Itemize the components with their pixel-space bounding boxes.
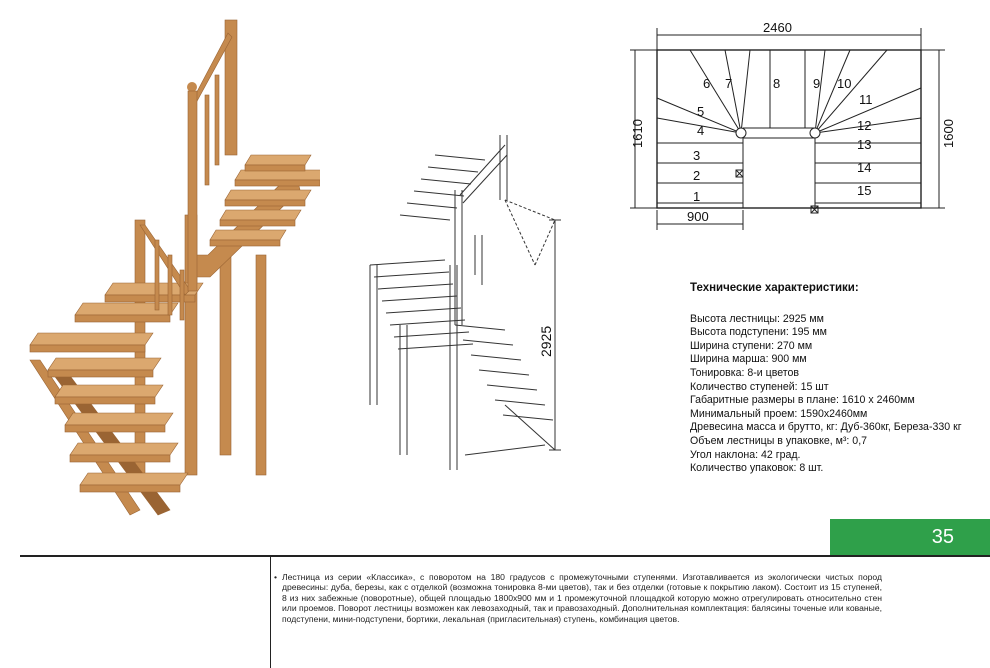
post bbox=[220, 255, 231, 455]
plan-step-number: 4 bbox=[697, 123, 705, 138]
tread-edge bbox=[220, 220, 295, 226]
tread-edge bbox=[225, 200, 305, 206]
plan-step-number: 1 bbox=[693, 189, 701, 204]
tread-edge bbox=[210, 240, 280, 246]
spec-row: Габаритные размеры в плане: 1610 x 2460мм bbox=[690, 394, 915, 407]
tread bbox=[55, 385, 163, 397]
sketch-tread bbox=[471, 355, 521, 360]
tread-edge bbox=[48, 370, 153, 377]
sketch-tread bbox=[414, 191, 464, 196]
plan-step-number: 6 bbox=[703, 76, 711, 91]
tread-edge bbox=[30, 345, 145, 352]
plan-dim-top: 2460 bbox=[763, 20, 792, 35]
tread-edge bbox=[235, 180, 320, 186]
floor-plan bbox=[625, 18, 960, 233]
description-body: Лестница из серии «Классика», с поворотом на 180 градусов с промежуточными ступенями. Изготавливается из экологически чистых пород древесины: дуба, березы, как с отделкой (возможна тонировка 8-ми цветов), так и без отделки (готовые к покрытию лаком). Состоит из 15 ступеней, 8 из них забежные (поворотные), общей площадью 1800x900 мм и 1 промежуточной площадкой которую можно отрегулировать относительно стен или проемов. Поворот лестницы возможен как левозаходный, так и правозаходный. Дополнительная комплектация: балясины точеные или кованые, подступени, мини-подступени, бортики, лекальная (пригласительная) ступень, комбинация цветов. bbox=[282, 572, 882, 624]
baluster bbox=[155, 240, 159, 310]
sketch-tread bbox=[455, 325, 505, 330]
sketch-tread bbox=[407, 203, 457, 208]
sketch-tread bbox=[390, 320, 465, 325]
tread bbox=[220, 210, 301, 220]
tread bbox=[80, 473, 188, 485]
staircase-photo bbox=[20, 15, 320, 525]
tread bbox=[225, 190, 311, 200]
tread bbox=[65, 413, 173, 425]
tread-edge bbox=[245, 165, 305, 171]
newel-post bbox=[188, 91, 197, 291]
spec-row: Угол наклона: 42 град. bbox=[690, 448, 801, 461]
baluster bbox=[180, 270, 184, 320]
tread bbox=[210, 230, 286, 240]
spec-row: Минимальный проем: 1590x2460мм bbox=[690, 407, 868, 420]
plan-step-number: 11 bbox=[859, 92, 873, 107]
sketch-stringer bbox=[505, 405, 555, 450]
sketch-tread bbox=[400, 215, 450, 220]
sketch-tread bbox=[382, 296, 457, 301]
vertical-divider bbox=[270, 557, 271, 668]
tread bbox=[70, 443, 178, 455]
sketch-tread bbox=[398, 344, 473, 349]
spec-row: Ширина марша: 900 мм bbox=[690, 353, 807, 366]
sketch-tread bbox=[479, 370, 529, 375]
plan-step-number: 3 bbox=[693, 148, 701, 163]
sketch-stringer bbox=[465, 445, 545, 455]
tread bbox=[245, 155, 311, 165]
spec-row: Объем лестницы в упаковке, м³: 0,7 bbox=[690, 434, 868, 447]
sketch-tread bbox=[421, 179, 471, 184]
plan-step-number: 15 bbox=[857, 183, 872, 198]
plan-step-number: 9 bbox=[813, 76, 821, 91]
sketch-tread bbox=[495, 400, 545, 405]
plan-step-number: 8 bbox=[773, 76, 781, 91]
tread-edge bbox=[55, 397, 155, 404]
tread bbox=[30, 333, 153, 345]
plan-dim-right: 1600 bbox=[941, 119, 956, 148]
sketch-tread bbox=[487, 385, 537, 390]
plan-step-number: 5 bbox=[697, 104, 705, 119]
description-text bbox=[274, 572, 882, 624]
post bbox=[256, 255, 266, 475]
technical-specs bbox=[690, 282, 980, 476]
spec-row: Количество упаковок: 8 шт. bbox=[690, 462, 824, 475]
plan-step-number: 12 bbox=[857, 118, 872, 133]
sketch-tread bbox=[370, 260, 445, 265]
sketch-tread bbox=[428, 167, 478, 172]
tread-edge bbox=[70, 455, 170, 462]
tread-edge bbox=[80, 485, 180, 492]
tread bbox=[75, 303, 178, 315]
specs-title: Технические характеристики: bbox=[690, 282, 859, 294]
spec-row: Высота лестницы: 2925 мм bbox=[690, 312, 824, 325]
sketch-tread bbox=[435, 155, 485, 160]
plan-step-number: 14 bbox=[857, 160, 872, 175]
tread-edge bbox=[75, 315, 170, 322]
spec-row: Количество ступеней: 15 шт bbox=[690, 380, 829, 393]
sketch-guide bbox=[535, 220, 555, 265]
spec-row: Ширина ступени: 270 мм bbox=[690, 339, 813, 352]
tread bbox=[48, 358, 161, 370]
sketch-guide bbox=[505, 200, 555, 220]
spec-row: Древесина масса и брутто, кг: Дуб-360кг, Береза-330 кг bbox=[690, 421, 962, 434]
staircase-sketch bbox=[355, 125, 585, 475]
sketch-tread bbox=[378, 284, 453, 289]
sketch-rail bbox=[460, 145, 505, 195]
divider bbox=[20, 555, 990, 557]
page-number-badge: 35 bbox=[830, 519, 990, 556]
plan-step-number: 2 bbox=[693, 168, 701, 183]
sketch-tread bbox=[394, 332, 469, 337]
sketch-tread bbox=[374, 272, 449, 277]
sketch-tread bbox=[503, 415, 553, 420]
plan-step-number: 7 bbox=[725, 76, 733, 91]
sketch-height-label: 2925 bbox=[538, 325, 554, 357]
newel-cap bbox=[187, 82, 197, 92]
baluster bbox=[205, 95, 209, 185]
plan-dim-left: 1610 bbox=[630, 119, 645, 148]
bullet-icon: • bbox=[274, 572, 278, 582]
plan-step-number: 10 bbox=[837, 76, 852, 91]
baluster bbox=[215, 75, 219, 165]
plan-step-number: 13 bbox=[857, 137, 872, 152]
spec-row: Высота подступени: 195 мм bbox=[690, 326, 827, 339]
spec-row: Тонировка: 8-и цветов bbox=[690, 366, 800, 379]
plan-dim-bottom: 900 bbox=[687, 209, 709, 224]
baluster bbox=[168, 255, 172, 315]
tread-edge bbox=[65, 425, 165, 432]
tread bbox=[235, 170, 320, 180]
